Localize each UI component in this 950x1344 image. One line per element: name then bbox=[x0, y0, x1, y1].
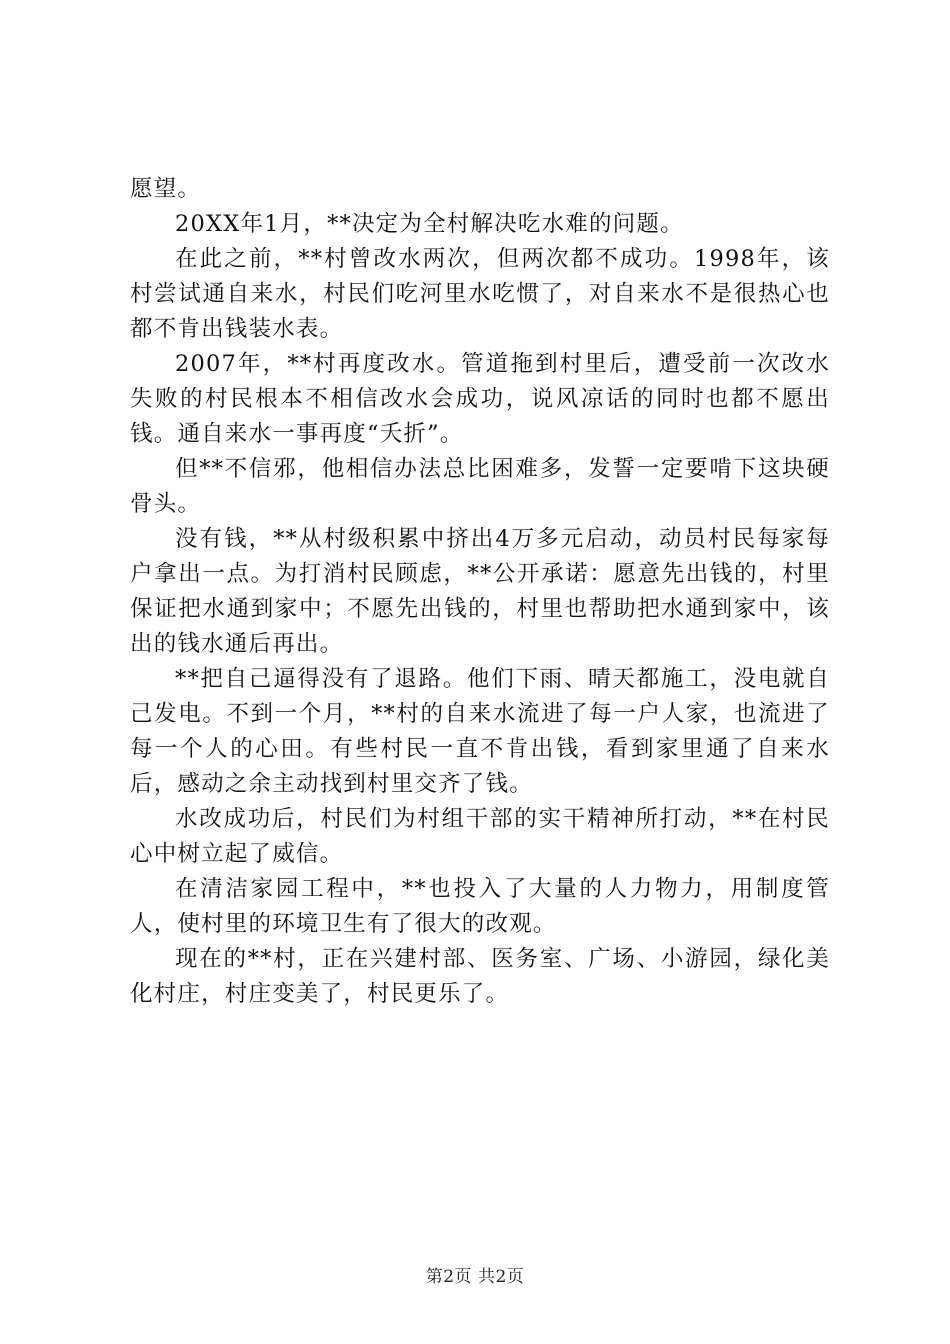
paragraph-continuation: 愿望。 bbox=[130, 176, 202, 202]
paragraph: 现在的**村，正在兴建村部、医务室、广场、小游园，绿化美化村庄，村庄变美了，村民更乐了。 bbox=[130, 946, 830, 1007]
page-number-footer: 第2页 共2页 bbox=[425, 1267, 525, 1287]
paragraph: 没有钱，**从村级积累中挤出4万多元启动，动员村民每家每户拿出一点。为打消村民顾虑，**公开承诺：愿意先出钱的，村里保证把水通到家中；不愿先出钱的，村里也帮助把水通到家中，该出的钱水通后再出。 bbox=[130, 526, 830, 657]
paragraph: 20XX年1月，**决定为全村解决吃水难的问题。 bbox=[175, 211, 684, 237]
paragraph: 但**不信邪，他相信办法总比困难多，发誓一定要啃下这块硬骨头。 bbox=[130, 456, 830, 517]
paragraph: 水改成功后，村民们为村组干部的实干精神所打动，**在村民心中树立起了威信。 bbox=[130, 806, 830, 867]
paragraph: **把自己逼得没有了退路。他们下雨、晴天都施工，没电就自己发电。不到一个月，**村的自来水流进了每一户人家，也流进了每一个人的心田。有些村民一直不肯出钱，看到家里通了自来水后，感动之余主动找到村里交齐了钱。 bbox=[130, 666, 830, 797]
paragraph: 在此之前，**村曾改水两次，但两次都不成功。1998年，该村尝试通自来水，村民们吃河里水吃惯了，对自来水不是很热心也都不肯出钱装水表。 bbox=[130, 246, 830, 342]
paragraph: 2007年，**村再度改水。管道拖到村里后，遭受前一次改水失败的村民根本不相信改水会成功，说风凉话的同时也都不愿出钱。通自来水一事再度“夭折”。 bbox=[130, 351, 830, 447]
document-body bbox=[130, 172, 830, 1012]
paragraph: 在清洁家园工程中，**也投入了大量的人力物力，用制度管人，使村里的环境卫生有了很大的改观。 bbox=[130, 876, 830, 937]
